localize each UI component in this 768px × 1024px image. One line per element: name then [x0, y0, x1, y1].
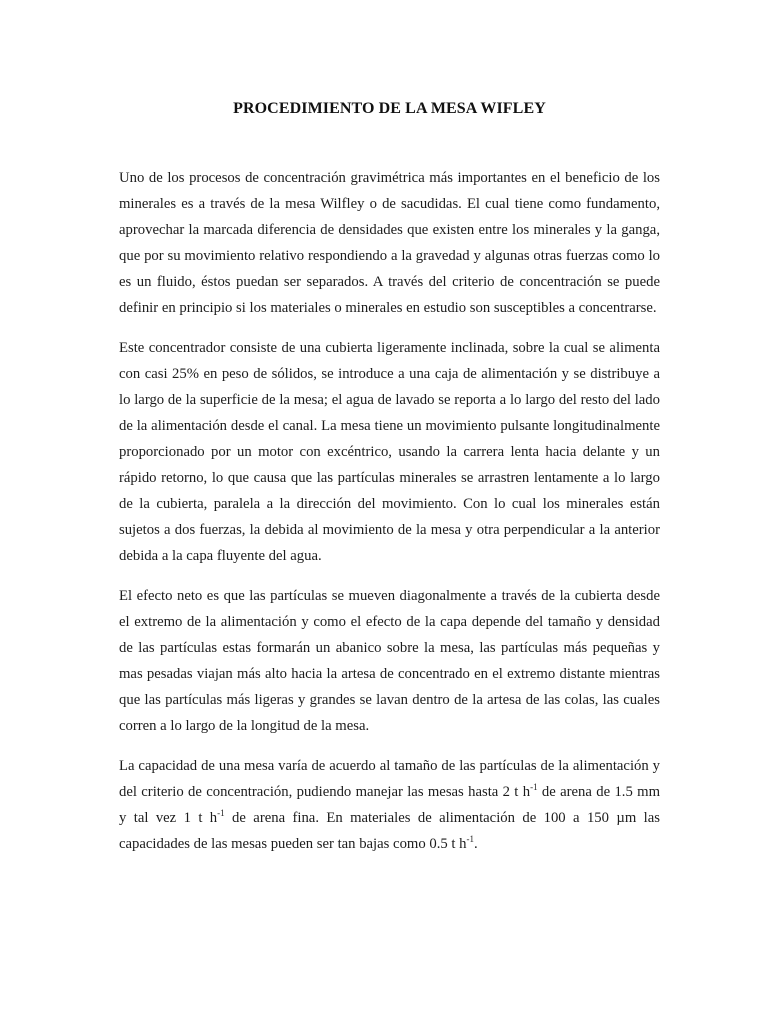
capacity-text-2: de arena de 1.5 mm y tal vez 1 t h: [119, 784, 660, 826]
paragraph-intro: Uno de los procesos de concentración gravimétrica más importantes en el beneficio de los minerales es a través de la mesa Wilfley o de sacudidas. El cual tiene como fundamento, aprovechar la marcada diferencia de densidades que existen entre los minerales y la ganga, que por su movimiento relativo respondiendo a la gravedad y algunas otras fuerzas como lo es un fluido, éstos puedan ser separados. A través del criterio de concentración se puede definir en principio si los materiales o minerales en estudio son susceptibles a concentrarse.: [119, 170, 660, 316]
paragraph-capacity: [119, 753, 660, 857]
document-title: PROCEDIMIENTO DE LA MESA WIFLEY: [233, 100, 546, 117]
capacity-text-3: de arena fina. En materiales de alimentación de 100 a 150 µm las capacidades de las mesas pueden ser tan bajas como 0.5 t h: [119, 810, 660, 852]
capacity-exponent-2: -1: [217, 808, 225, 819]
capacity-exponent-1: -1: [530, 782, 538, 793]
paragraph-concentrator: Este concentrador consiste de una cubierta ligeramente inclinada, sobre la cual se alimenta con casi 25% en peso de sólidos, se introduce a una caja de alimentación y se distribuye a lo largo de la superficie de la mesa; el agua de lavado se reporta a lo largo del resto del lado de la alimentación desde el canal. La mesa tiene un movimiento pulsante longitudinalmente proporcionado por un motor con excéntrico, usando la carrera lenta hacia delante y un rápido retorno, lo que causa que las partículas minerales se arrastren lentamente a lo largo de la cubierta, paralela a la dirección del movimiento. Con lo cual los minerales están sujetos a dos fuerzas, la debida al movimiento de la mesa y otra perpendicular a la anterior debida a la capa fluyente del agua.: [119, 340, 660, 564]
capacity-exponent-3: -1: [466, 834, 474, 845]
paragraph-net-effect: El efecto neto es que las partículas se mueven diagonalmente a través de la cubierta desde el extremo de la alimentación y como el efecto de la capa depende del tamaño y densidad de las partículas estas formarán un abanico sobre la mesa, las partículas más pequeñas y mas pesadas viajan más alto hacia la artesa de concentrado en el extremo distante mientras que las partículas más ligeras y grandes se lavan dentro de la artesa de las colas, las cuales corren a lo largo de la longitud de la mesa.: [119, 588, 660, 734]
capacity-text-4: .: [473, 836, 478, 852]
capacity-text-1: La capacidad de una mesa varía de acuerdo al tamaño de las partículas de la alimentación y del criterio de concentración, pudiendo manejar las mesas hasta 2 t h: [119, 758, 660, 800]
